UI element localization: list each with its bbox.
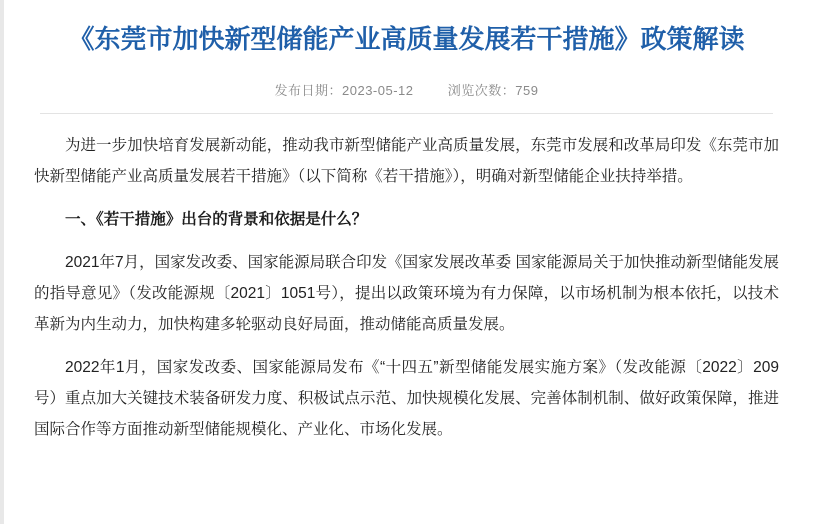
header-divider <box>40 113 773 114</box>
document-meta <box>34 80 779 99</box>
paragraph-2021: 2021年7月，国家发改委、国家能源局联合印发《国家发展改革委 国家能源局关于加快推动新型储能发展的指导意见》（发改能源规〔2021〕1051号），提出以政策环境为有力保障，以市场机制为根本依托，以技术革新为内生动力，加快构建多轮驱动良好局面，推动储能高质量发展。 <box>34 254 779 333</box>
paragraph-intro: 为进一步加快培育发展新动能，推动我市新型储能产业高质量发展，东莞市发展和改革局印发《东莞市加快新型储能产业高质量发展若干措施》（以下简称《若干措施》），明确对新型储能企业扶持举措。 <box>34 137 779 185</box>
document-body <box>34 130 779 445</box>
page-title: 《东莞市加快新型储能产业高质量发展若干措施》政策解读 <box>68 24 745 54</box>
publish-date: 发布日期：2023-05-12 <box>274 83 414 98</box>
left-edge-rule <box>0 0 4 524</box>
view-count: 浏览次数：759 <box>447 83 539 98</box>
section-heading-1: 一、《若干措施》出台的背景和依据是什么？ <box>65 211 368 228</box>
paragraph-2022: 2022年1月，国家发改委、国家能源局发布《“十四五”新型储能发展实施方案》（发改能源〔2022〕209号）重点加大关键技术装备研发力度、积极试点示范、加快规模化发展、完善体制机制、做好政策保障，推进国际合作等方面推动新型储能规模化、产业化、市场化发展。 <box>34 359 779 438</box>
